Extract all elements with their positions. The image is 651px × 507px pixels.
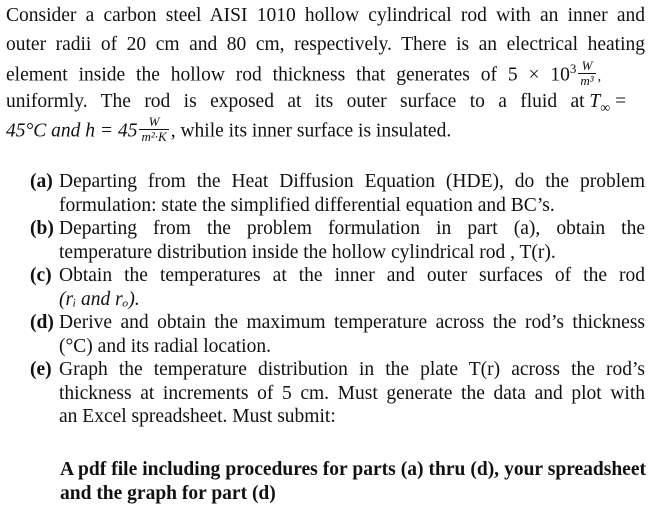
exponent: 3: [569, 61, 577, 77]
question-d: [30, 311, 645, 358]
intro-line-5-start: 45°C and h = 45: [6, 120, 138, 142]
question-c-line-1: Obtain the temperatures at the inner and outer surfaces of the rod: [59, 265, 645, 286]
question-c-line-2: (rᵢ and rₒ).: [59, 288, 140, 310]
generation-unit-numerator: W: [578, 59, 595, 74]
intro-line-5: [6, 114, 452, 146]
question-d-line-1: Derive and obtain the maximum temperature across the rod’s thickness: [59, 312, 645, 333]
generation-unit-denominator: m³: [580, 72, 594, 88]
intro-line-4-equals: =: [610, 91, 627, 112]
question-e-line-3: an Excel spreadsheet. Must submit:: [59, 406, 336, 427]
question-e-label: (e): [30, 359, 52, 380]
question-a-line-2: formulation: state the simplified differential equation and BC’s.: [59, 194, 555, 216]
question-a: [30, 170, 645, 217]
submission-note: A pdf file including procedures for parts (a) thru (d), your spreadsheet and the graph for part (d): [60, 459, 646, 504]
fluid-temp-subscript: ∞: [600, 100, 611, 116]
question-a-label: (a): [30, 171, 53, 192]
intro-line-4: [6, 92, 645, 116]
question-b-line-1: Departing from the problem formulation in part (a), obtain the: [59, 218, 645, 239]
h-unit-numerator: W: [139, 115, 168, 130]
question-e: [30, 358, 645, 429]
intro-line-3-comma: ,: [597, 69, 602, 85]
fluid-temp-symbol: T: [589, 91, 601, 112]
question-e-line-2: thickness at increments of 5 cm. Must generate the data and plot with: [59, 382, 645, 404]
h-unit-fraction: [139, 115, 168, 143]
h-unit-denominator: m²·K: [141, 128, 167, 144]
generation-unit-fraction: [578, 59, 595, 87]
intro-line-3-text: element inside the hollow rod thickness that generates of 5 × 10: [6, 64, 570, 86]
intro-line-2: outer radii of 20 cm and 80 cm, respectively. There is an electrical heating: [6, 34, 645, 55]
question-e-line-1: Graph the temperature distribution in the plate T(r) across the rod’s: [59, 359, 645, 380]
question-b: [30, 217, 645, 264]
question-list: [30, 170, 645, 429]
intro-line-3: [6, 58, 645, 90]
question-a-line-1: Departing from the Heat Diffusion Equation (HDE), do the problem: [59, 171, 645, 192]
question-c-label: (c): [30, 265, 52, 286]
question-d-label: (d): [30, 312, 54, 333]
intro-line-1: Consider a carbon steel AISI 1010 hollow cylindrical rod with an inner and: [6, 5, 645, 26]
question-b-line-2: temperature distribution inside the hollow cylindrical rod , T(r).: [59, 241, 556, 263]
question-c: [30, 264, 645, 311]
question-d-line-2: (°C) and its radial location.: [59, 335, 271, 357]
intro-line-5-end: , while its inner surface is insulated.: [170, 120, 452, 142]
intro-line-4-text: uniformly. The rod is exposed at its outer surface to a fluid at: [6, 91, 585, 112]
question-b-label: (b): [30, 218, 54, 239]
